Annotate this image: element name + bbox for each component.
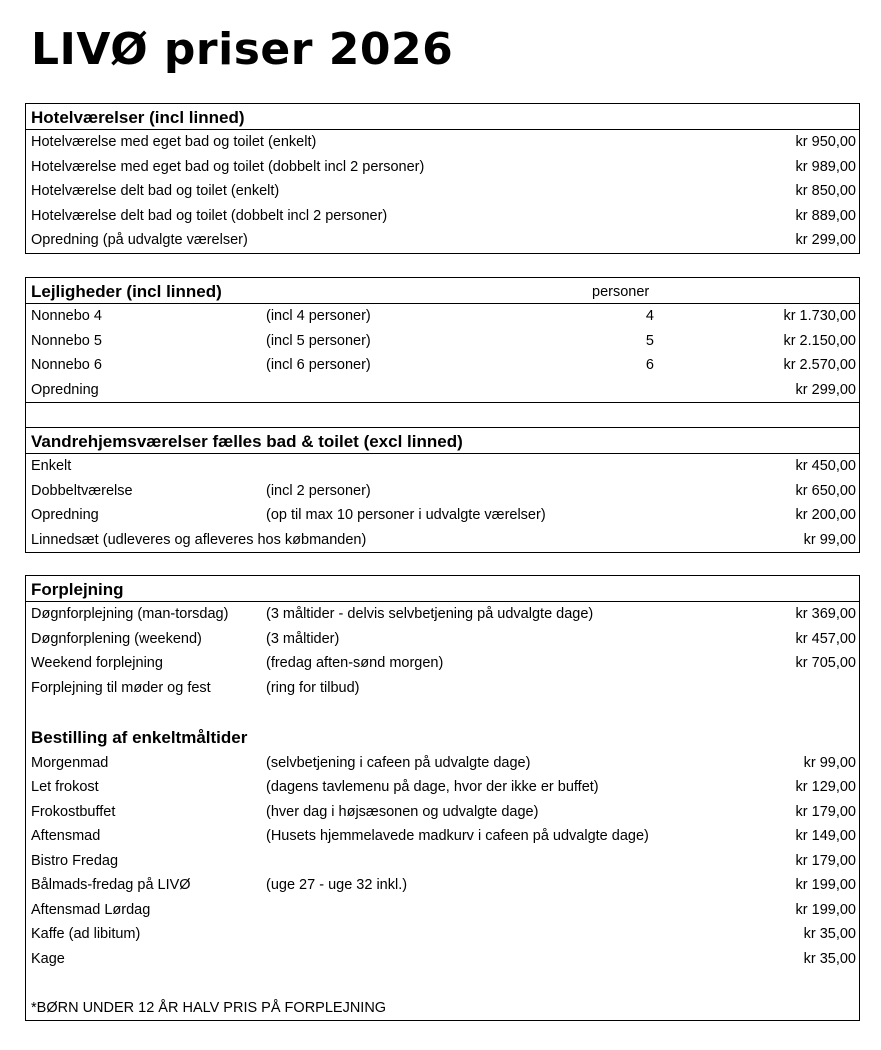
section-heading xyxy=(26,278,859,304)
item-price: kr 199,00 xyxy=(795,877,856,893)
item-price: kr 2.150,00 xyxy=(783,332,856,349)
item-price: kr 850,00 xyxy=(795,183,856,199)
item-label: Linnedsæt (udleveres og afleveres hos købmanden) xyxy=(31,531,367,548)
item-label: Hotelværelse delt bad og toilet (enkelt) xyxy=(31,183,280,199)
price-row xyxy=(26,800,859,825)
item-price: kr 950,00 xyxy=(795,134,856,150)
item-price: kr 889,00 xyxy=(795,207,856,224)
item-price: kr 705,00 xyxy=(795,655,856,671)
price-row xyxy=(26,353,859,378)
item-price: kr 179,00 xyxy=(795,803,856,820)
item-price: kr 179,00 xyxy=(795,852,856,869)
item-note: (3 måltider) xyxy=(266,630,340,647)
item-label: Aftensmad Lørdag xyxy=(31,901,151,918)
footnote xyxy=(26,996,859,1021)
subsection-heading xyxy=(26,725,859,751)
item-label: Nonnebo 4 xyxy=(31,308,102,324)
price-row xyxy=(26,751,859,776)
item-note: (Husets hjemmelavede madkurv i cafeen på udvalgte dage) xyxy=(266,828,649,844)
price-row xyxy=(26,329,859,354)
item-label: Døgnforplejning (man-torsdag) xyxy=(31,606,229,622)
heading-text: Forplejning xyxy=(31,580,124,599)
item-label: Frokostbuffet xyxy=(31,803,116,820)
item-label: Opredning xyxy=(31,381,99,398)
item-note: (dagens tavlemenu på dage, hvor der ikke er buffet) xyxy=(266,779,599,795)
item-label: Opredning (på udvalgte værelser) xyxy=(31,232,248,248)
item-label: Bistro Fredag xyxy=(31,852,119,869)
item-price: kr 1.730,00 xyxy=(783,308,856,324)
item-label: Enkelt xyxy=(31,458,72,474)
price-row xyxy=(26,898,859,923)
item-label: Hotelværelse med eget bad og toilet (enkelt) xyxy=(31,134,317,150)
price-row xyxy=(26,651,859,676)
item-price: kr 989,00 xyxy=(795,158,856,175)
item-note: (ring for tilbud) xyxy=(266,679,360,696)
item-note: (uge 27 - uge 32 inkl.) xyxy=(266,877,408,893)
item-label: Kaffe (ad libitum) xyxy=(31,926,141,942)
price-row xyxy=(26,204,859,229)
item-label: Kage xyxy=(31,950,65,967)
item-label: Let frokost xyxy=(31,779,99,795)
item-price: kr 2.570,00 xyxy=(783,357,856,373)
persons-column-header: personer xyxy=(592,284,650,300)
item-note: (selvbetjening i cafeen på udvalgte dage) xyxy=(266,754,531,771)
item-price: kr 99,00 xyxy=(803,531,856,548)
item-label: Dobbeltværelse xyxy=(31,482,133,499)
item-note: (incl 6 personer) xyxy=(266,357,371,373)
item-label: Forplejning til møder og fest xyxy=(31,679,211,696)
heading-text: Hotelværelser (incl linned) xyxy=(31,108,245,127)
item-price: kr 35,00 xyxy=(803,926,856,942)
heading-text: Lejligheder (incl linned) xyxy=(31,282,222,301)
item-price: kr 200,00 xyxy=(795,507,856,523)
hostel-section xyxy=(26,427,859,552)
price-row xyxy=(26,378,859,403)
price-row xyxy=(26,304,859,329)
price-row xyxy=(26,503,859,528)
item-label: Bålmads-fredag på LIVØ xyxy=(31,877,191,893)
item-price: kr 650,00 xyxy=(795,482,856,499)
price-row xyxy=(26,528,859,553)
item-label: Nonnebo 6 xyxy=(31,357,102,373)
subheading-text: Bestilling af enkeltmåltider xyxy=(31,727,248,747)
item-persons: 5 xyxy=(645,332,654,349)
item-note: (incl 2 personer) xyxy=(266,482,371,499)
item-price: kr 129,00 xyxy=(795,779,856,795)
price-row xyxy=(26,602,859,627)
item-note: (incl 5 personer) xyxy=(266,332,371,349)
page-title: LIVØ priser 2026 xyxy=(31,24,454,75)
item-price: kr 369,00 xyxy=(795,606,856,622)
item-price: kr 99,00 xyxy=(803,754,856,771)
item-label: Nonnebo 5 xyxy=(31,332,102,349)
apartments-section xyxy=(25,277,860,553)
price-row xyxy=(26,179,859,204)
price-row xyxy=(26,775,859,800)
item-label: Opredning xyxy=(31,507,99,523)
price-row xyxy=(26,873,859,898)
section-heading xyxy=(26,104,859,130)
item-label: Hotelværelse delt bad og toilet (dobbelt incl 2 personer) xyxy=(31,207,388,224)
price-row xyxy=(26,130,859,155)
item-label: Weekend forplejning xyxy=(31,655,163,671)
price-row xyxy=(26,228,859,253)
item-note: (fredag aften-sønd morgen) xyxy=(266,655,444,671)
price-row xyxy=(26,627,859,652)
price-row xyxy=(26,947,859,972)
item-label: Døgnforplening (weekend) xyxy=(31,630,202,647)
price-row xyxy=(26,676,859,701)
spacer-row xyxy=(26,971,859,996)
heading-text: Vandrehjemsværelser fælles bad & toilet (excl linned) xyxy=(31,432,463,451)
section-heading xyxy=(26,428,859,454)
item-persons: 4 xyxy=(645,308,654,324)
price-row xyxy=(26,849,859,874)
item-label: Hotelværelse med eget bad og toilet (dobbelt incl 2 personer) xyxy=(31,158,425,175)
item-price: kr 149,00 xyxy=(795,828,856,844)
item-note: (incl 4 personer) xyxy=(266,308,371,324)
price-row xyxy=(26,454,859,479)
spacer-row xyxy=(26,402,859,427)
section-heading xyxy=(26,576,859,602)
item-price: kr 457,00 xyxy=(795,630,856,647)
catering-section xyxy=(25,575,860,1021)
item-note: (hver dag i højsæsonen og udvalgte dage) xyxy=(266,803,539,820)
item-label: Morgenmad xyxy=(31,754,109,771)
item-price: kr 199,00 xyxy=(795,901,856,918)
item-note: (3 måltider - delvis selvbetjening på udvalgte dage) xyxy=(266,606,594,622)
item-note: (op til max 10 personer i udvalgte værelser) xyxy=(266,507,546,523)
item-price: kr 299,00 xyxy=(795,232,856,248)
item-label: Aftensmad xyxy=(31,828,101,844)
price-row xyxy=(26,155,859,180)
item-price: kr 299,00 xyxy=(795,381,856,398)
item-price: kr 35,00 xyxy=(803,950,856,967)
hotel-rooms-section xyxy=(25,103,860,254)
price-row xyxy=(26,479,859,504)
price-row xyxy=(26,824,859,849)
footnote-text: *BØRN UNDER 12 ÅR HALV PRIS PÅ FORPLEJNING xyxy=(31,999,387,1016)
item-persons: 6 xyxy=(645,357,654,373)
item-price: kr 450,00 xyxy=(795,458,856,474)
spacer-row xyxy=(26,700,859,725)
price-row xyxy=(26,922,859,947)
